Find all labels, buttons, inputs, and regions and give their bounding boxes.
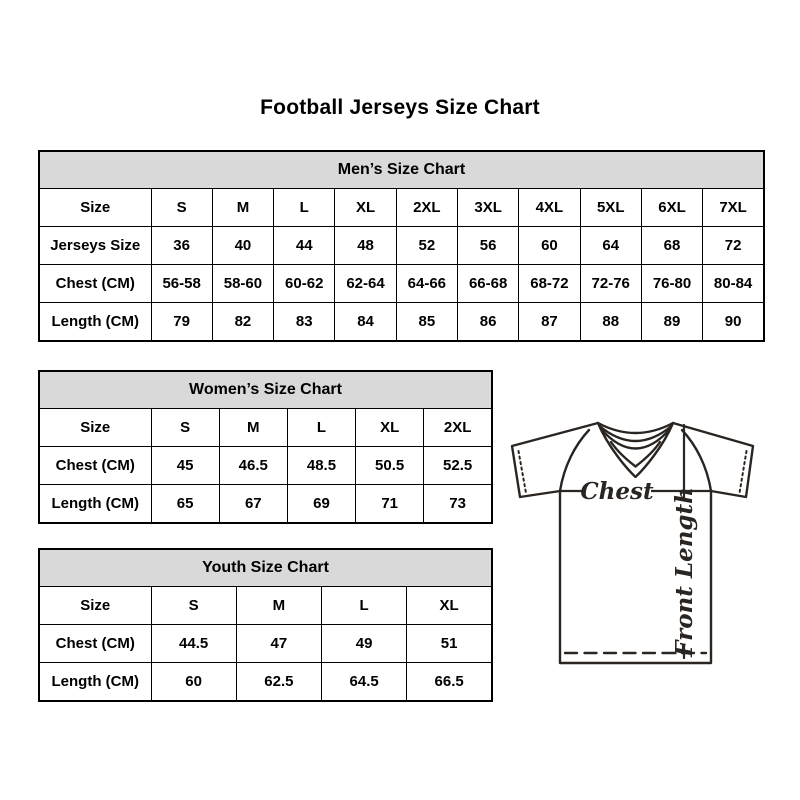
youth-row-label: Chest (CM)	[39, 625, 151, 663]
mens-value-cell: 89	[641, 303, 702, 342]
womens-row-label: Chest (CM)	[39, 447, 151, 485]
mens-row-label: Chest (CM)	[39, 265, 151, 303]
mens-value-cell: 60-62	[274, 265, 335, 303]
mens-value-cell: L	[274, 189, 335, 227]
mens-value-cell: 2XL	[396, 189, 457, 227]
womens-row-label: Length (CM)	[39, 485, 151, 524]
mens-value-cell: 36	[151, 227, 212, 265]
mens-value-cell: 86	[457, 303, 518, 342]
youth-value-cell: 62.5	[236, 663, 321, 702]
mens-value-cell: 64-66	[396, 265, 457, 303]
womens-header-row	[39, 371, 492, 409]
mens-row-0	[39, 189, 764, 227]
mens-value-cell: 58-60	[212, 265, 273, 303]
youth-row-label: Size	[39, 587, 151, 625]
youth-value-cell: 49	[322, 625, 407, 663]
mens-value-cell: 48	[335, 227, 396, 265]
mens-row-3	[39, 303, 764, 342]
youth-value-cell: L	[322, 587, 407, 625]
womens-value-cell: M	[219, 409, 287, 447]
mens-value-cell: 62-64	[335, 265, 396, 303]
mens-value-cell: M	[212, 189, 273, 227]
youth-row-2	[39, 663, 492, 702]
mens-row-2	[39, 265, 764, 303]
youth-value-cell: 64.5	[322, 663, 407, 702]
mens-row-label: Size	[39, 189, 151, 227]
mens-row-label: Length (CM)	[39, 303, 151, 342]
womens-size-table	[38, 370, 493, 524]
womens-value-cell: 65	[151, 485, 219, 524]
womens-table-title: Women’s Size Chart	[39, 371, 492, 409]
womens-value-cell: L	[287, 409, 355, 447]
youth-row-label: Length (CM)	[39, 663, 151, 702]
mens-header-row	[39, 151, 764, 189]
womens-value-cell: 52.5	[424, 447, 492, 485]
womens-value-cell: 46.5	[219, 447, 287, 485]
mens-value-cell: 79	[151, 303, 212, 342]
mens-value-cell: 72-76	[580, 265, 641, 303]
jersey-collar-inner-v	[611, 442, 660, 467]
youth-header-row	[39, 549, 492, 587]
womens-value-cell: 67	[219, 485, 287, 524]
mens-value-cell: 4XL	[519, 189, 580, 227]
womens-value-cell: XL	[356, 409, 424, 447]
mens-value-cell: 52	[396, 227, 457, 265]
womens-row-1	[39, 447, 492, 485]
jersey-measurement-diagram	[503, 398, 771, 676]
youth-value-cell: M	[236, 587, 321, 625]
youth-value-cell: 51	[407, 625, 492, 663]
mens-value-cell: 83	[274, 303, 335, 342]
front-length-label: Front Length	[671, 487, 698, 657]
jersey-right-cuff-dotted-seam	[740, 451, 747, 493]
womens-value-cell: 73	[424, 485, 492, 524]
mens-value-cell: 87	[519, 303, 580, 342]
mens-value-cell: 66-68	[457, 265, 518, 303]
jersey-collar-arc-top	[598, 423, 673, 433]
mens-value-cell: 68	[641, 227, 702, 265]
mens-row-label: Jerseys Size	[39, 227, 151, 265]
youth-size-table	[38, 548, 493, 702]
mens-value-cell: 60	[519, 227, 580, 265]
youth-value-cell: XL	[407, 587, 492, 625]
womens-value-cell: 48.5	[287, 447, 355, 485]
womens-value-cell: 69	[287, 485, 355, 524]
womens-row-0	[39, 409, 492, 447]
mens-value-cell: S	[151, 189, 212, 227]
youth-value-cell: S	[151, 587, 236, 625]
mens-value-cell: 40	[212, 227, 273, 265]
mens-value-cell: 76-80	[641, 265, 702, 303]
mens-value-cell: 3XL	[457, 189, 518, 227]
youth-row-0	[39, 587, 492, 625]
youth-row-1	[39, 625, 492, 663]
womens-value-cell: 50.5	[356, 447, 424, 485]
mens-value-cell: 82	[212, 303, 273, 342]
mens-value-cell: 72	[703, 227, 764, 265]
mens-value-cell: 68-72	[519, 265, 580, 303]
mens-value-cell: 56-58	[151, 265, 212, 303]
mens-value-cell: 88	[580, 303, 641, 342]
mens-value-cell: 80-84	[703, 265, 764, 303]
youth-table-title: Youth Size Chart	[39, 549, 492, 587]
mens-value-cell: 6XL	[641, 189, 702, 227]
mens-value-cell: XL	[335, 189, 396, 227]
jersey-right-armhole-seam	[682, 430, 711, 491]
page-title: Football Jerseys Size Chart	[260, 96, 540, 119]
womens-value-cell: 71	[356, 485, 424, 524]
mens-value-cell: 84	[335, 303, 396, 342]
mens-value-cell: 7XL	[703, 189, 764, 227]
youth-value-cell: 47	[236, 625, 321, 663]
mens-row-1	[39, 227, 764, 265]
jersey-left-cuff-dotted-seam	[519, 451, 527, 493]
womens-value-cell: S	[151, 409, 219, 447]
mens-value-cell: 56	[457, 227, 518, 265]
womens-row-label: Size	[39, 409, 151, 447]
mens-value-cell: 44	[274, 227, 335, 265]
mens-value-cell: 90	[703, 303, 764, 342]
womens-row-2	[39, 485, 492, 524]
mens-value-cell: 5XL	[580, 189, 641, 227]
youth-value-cell: 66.5	[407, 663, 492, 702]
chest-label: Chest	[580, 478, 654, 505]
womens-value-cell: 45	[151, 447, 219, 485]
youth-value-cell: 44.5	[151, 625, 236, 663]
mens-value-cell: 64	[580, 227, 641, 265]
mens-size-table	[38, 150, 765, 342]
womens-value-cell: 2XL	[424, 409, 492, 447]
jersey-collar-outer-v	[598, 423, 673, 477]
mens-value-cell: 85	[396, 303, 457, 342]
youth-value-cell: 60	[151, 663, 236, 702]
mens-table-title: Men’s Size Chart	[39, 151, 764, 189]
